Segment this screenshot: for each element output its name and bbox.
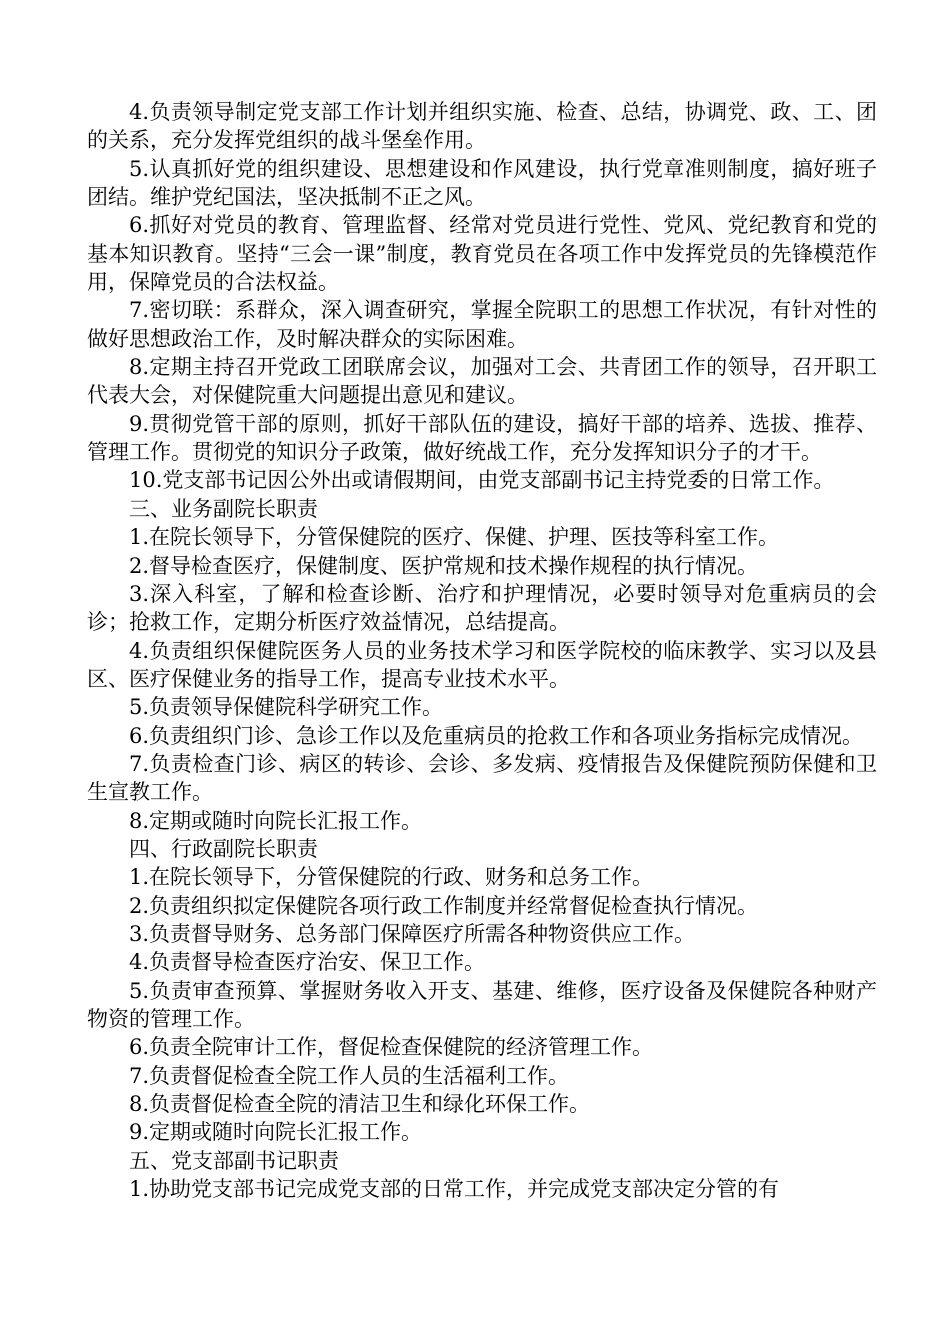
section-heading-admin-vice-president: 四、行政副院长职责 [129,836,318,861]
paragraph-medical-4: 4.负责组织保健院医务人员的业务技术学习和医学院校的临床教学、实习以及县区、医疗保健业务的指导工作，提高专业技术水平。 [87,638,877,691]
paragraph-party-7: 7.密切联：系群众，深入调查研究，掌握全院职工的思想工作状况，有针对性的做好思想政治工作，及时解决群众的实际困难。 [87,298,877,351]
paragraph-admin-3: 3.负责督导财务、总务部门保障医疗所需各种物资供应工作。 [129,921,696,946]
paragraph-admin-9: 9.定期或随时向院长汇报工作。 [129,1120,423,1145]
paragraph-medical-3: 3.深入科室，了解和检查诊断、治疗和护理情况，必要时领导对危重病员的会诊；抢救工作，定期分析医疗效益情况，总结提高。 [87,581,877,635]
paragraph-medical-2: 2.督导检查医疗，保健制度、医护常规和技术操作规程的执行情况。 [129,553,759,578]
paragraph-admin-8: 8.负责督促检查全院的清洁卫生和绿化环保工作。 [129,1092,591,1117]
paragraph-medical-5: 5.负责领导保健院科学研究工作。 [129,695,444,720]
paragraph-medical-8: 8.定期或随时向院长汇报工作。 [129,808,423,833]
paragraph-party-5: 5.认真抓好党的组织建设、思想建设和作风建设，执行党章准则制度，搞好班子团结。维护党纪国法，坚决抵制不正之风。 [87,156,877,210]
section-heading-medical-vice-president: 三、业务副院长职责 [129,496,318,521]
paragraph-party-6: 6.抓好对党员的教育、管理监督、经常对党员进行党性、党风、党纪教育和党的基本知识教育。坚持“三会一课”制度，教育党员在各项工作中发挥党员的先锋模范作用，保障党员的合法权益。 [87,213,877,295]
paragraph-admin-5: 5.负责审查预算、掌握财务收入开支、基建、维修，医疗设备及保健院各种财产物资的管理工作。 [87,978,877,1031]
paragraph-admin-2: 2.负责组织拟定保健院各项行政工作制度并经常督促检查执行情况。 [129,893,759,918]
paragraph-admin-7: 7.负责督促检查全院工作人员的生活福利工作。 [129,1063,570,1088]
paragraph-deputy-1: 1.协助党支部书记完成党支部的日常工作，并完成党支部决定分管的有 [129,1177,780,1202]
paragraph-admin-1: 1.在院长领导下，分管保健院的行政、财务和总务工作。 [129,865,654,890]
paragraph-party-8: 8.定期主持召开党政工团联席会议，加强对工会、共青团工作的领导，召开职工代表大会，对保健院重大问题提出意见和建议。 [87,355,877,408]
paragraph-party-4: 4.负责领导制定党支部工作计划并组织实施、检查、总结，协调党、政、工、团的关系，充分发挥党组织的战斗堡垒作用。 [87,100,877,153]
paragraph-medical-7: 7.负责检查门诊、病区的转诊、会诊、多发病、疫情报告及保健院预防保健和卫生宣教工作。 [87,751,877,805]
paragraph-admin-4: 4.负责督导检查医疗治安、保卫工作。 [129,950,486,975]
paragraph-party-9: 9.贯彻党管干部的原则，抓好干部队伍的建设，搞好干部的培养、选拔、推荐、管理工作。贯彻党的知识分子政策，做好统战工作，充分发挥知识分子的才干。 [87,411,877,465]
document-page [87,98,877,1203]
paragraph-medical-1: 1.在院长领导下，分管保健院的医疗、保健、护理、医技等科室工作。 [129,525,780,550]
paragraph-party-10: 10.党支部书记因公外出或请假期间，由党支部副书记主持党委的日常工作。 [129,468,835,493]
section-heading-deputy-secretary: 五、党支部副书记职责 [129,1148,339,1173]
paragraph-admin-6: 6.负责全院审计工作，督促检查保健院的经济管理工作。 [129,1035,654,1060]
paragraph-medical-6: 6.负责组织门诊、急诊工作以及危重病员的抢救工作和各项业务指标完成情况。 [129,723,864,748]
